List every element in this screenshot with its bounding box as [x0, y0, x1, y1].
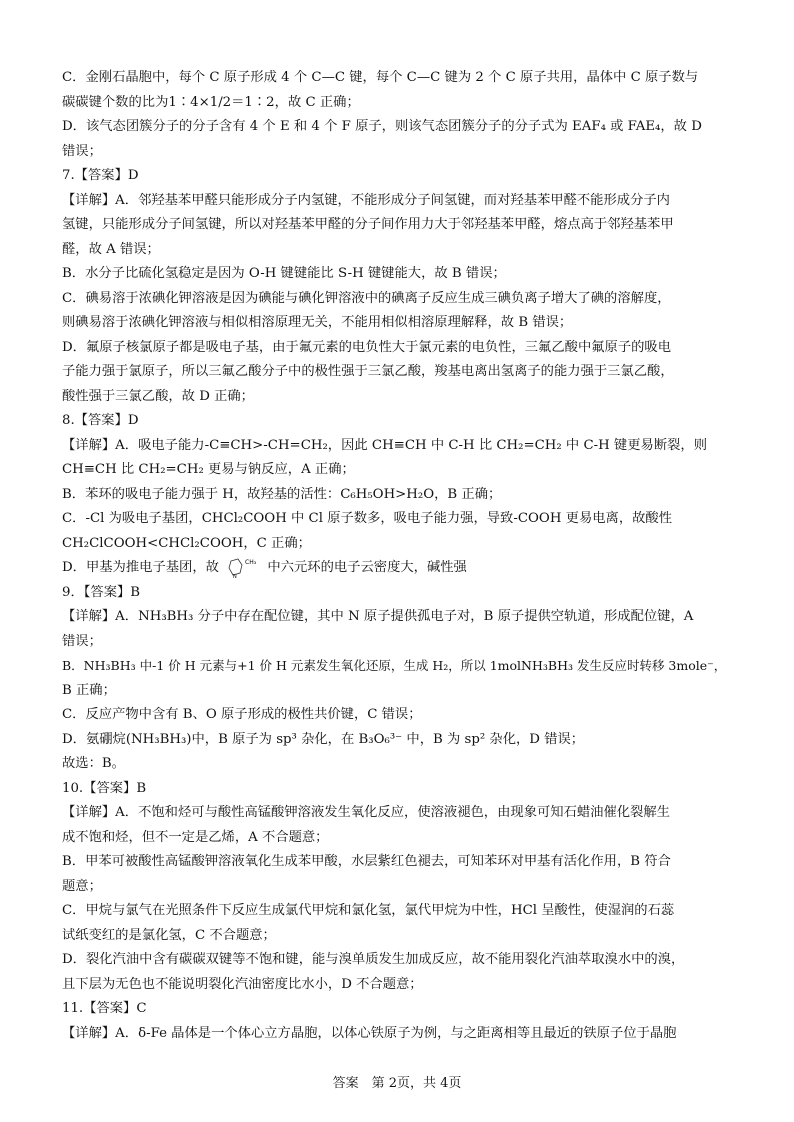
text-line: C．金刚石晶胞中，每个 C 原子形成 4 个 C—C 键，每个 C—C 键为 2 个 C 原子共用，晶体中 C 原子数与	[62, 70, 699, 85]
text-fragment: D．甲基为推电子基团，故	[62, 560, 219, 575]
text-line: 【详解】A．邻羟基苯甲醛只能形成分子内氢键，不能形成分子间氢键，而对羟基苯甲醛不能形成分子内	[62, 192, 670, 208]
text-line: B．NH₃BH₃ 中-1 价 H 元素与+1 价 H 元素发生氧化还原，生成 H₂，所以 1molNH₃BH₃ 发生反应时转移 3mole⁻，	[62, 658, 727, 673]
text-line: 试纸变红的是氯化氢，C 不合题意；	[62, 927, 276, 943]
text-line: 故选：B。	[62, 756, 125, 771]
text-line: C．甲烷与氯气在光照条件下反应生成氯代甲烷和氯化氢，氯代甲烷为中性，HCl 呈酸性，使湿润的石蕊	[62, 903, 675, 918]
answer-page	[62, 66, 732, 1046]
text-line: 错误；	[62, 143, 102, 159]
text-line: 错误；	[62, 633, 102, 649]
text-line: 【详解】A．不饱和烃可与酸性高锰酸钾溶液发生氧化反应，使溶液褪色，由现象可知石蜡油催化裂解生	[62, 805, 670, 820]
methylpyridine-structure-icon	[223, 558, 263, 578]
text-line: 【详解】A．NH₃BH₃ 分子中存在配位键，其中 N 原子提供孤电子对，B 原子提供空轨道，形成配位键，A	[62, 609, 694, 624]
text-line: 【详解】A．吸电子能力-C≡CH>-CH=CH₂，因此 CH≡CH 中 C-H 比 CH₂=CH₂ 中 C-H 键更易断裂，则	[62, 437, 708, 453]
text-line: B．水分子比硫化氢稳定是因为 O-H 键键能比 S-H 键键能大，故 B 错误；	[62, 266, 506, 281]
text-line: B 正确；	[62, 682, 116, 698]
text-line: 成不饱和烃，但不一定是乙烯，A 不合题意；	[62, 829, 329, 845]
text-line: D．裂化汽油中含有碳碳双键等不饱和键，能与溴单质发生加成反应，故不能用裂化汽油萃取溴水中的溴，	[62, 952, 685, 967]
answer-heading: 11.【答案】C	[62, 1001, 147, 1016]
text-line: 且下层为无色也不能说明裂化汽油密度比水小，D 不合题意；	[62, 976, 423, 992]
text-line: B．甲苯可被酸性高锰酸钾溶液氧化生成苯甲酸，水层紫红色褪去，可知苯环对甲基有活化作用，B 符合	[62, 854, 671, 869]
text-line: C．碘易溶于浓碘化钾溶液是因为碘能与碘化钾溶液中的碘离子反应生成三碘负离子增大了碘的溶解度，	[62, 290, 671, 306]
text-line: 碳碳键个数的比为1∶4×1/2＝1∶2，故 C 正确；	[62, 94, 360, 110]
text-line: 酸性强于三氯乙酸，故 D 正确；	[62, 388, 254, 404]
text-line-with-structure	[62, 556, 732, 581]
text-line: 醛，故 A 错误；	[62, 241, 160, 257]
answer-heading: 10.【答案】B	[62, 780, 147, 796]
text-line: C．反应产物中含有 B、O 原子形成的极性共价键，C 错误；	[62, 707, 422, 722]
text-line: 【详解】A．δ-Fe 晶体是一个体心立方晶胞，以体心铁原子为例，与之距离相等且最近的铁原子位于晶胞	[62, 1025, 677, 1041]
text-line: D．氟原子核氯原子都是吸电子基，由于氟元素的电负性大于氯元素的电负性，三氟乙酸中氟原子的吸电	[62, 339, 672, 355]
text-line: 子能力强于氯原子，所以三氟乙酸分子中的极性强于三氯乙酸，羧基电离出氢离子的能力强于三氯乙酸，	[62, 364, 674, 379]
page-footer: 答案 第 2页，共 4页	[332, 1076, 462, 1091]
text-fragment: 中六元环的电子云密度大，碱性强	[267, 560, 467, 575]
text-line: C．-Cl 为吸电子基团，CHCl₂COOH 中 Cl 原子数多，吸电子能力强，导致-COOH 更易电离，故酸性	[62, 511, 673, 526]
text-line: 氢键，只能形成分子间氢键，所以对羟基苯甲醛的分子间作用力大于邻羟基苯甲醛，熔点高于邻羟基苯甲	[62, 217, 674, 232]
answer-heading: 7.【答案】D	[62, 168, 139, 183]
text-line: 则碘易溶于浓碘化钾溶液与相似相溶原理无关，不能用相似相溶原理解释，故 B 错误；	[62, 315, 573, 330]
text-line: CH₂ClCOOH<CHCl₂COOH，C 正确；	[62, 535, 311, 551]
text-line: CH≡CH 比 CH₂=CH₂ 更易与钠反应，A 正确；	[62, 462, 355, 477]
mol-label: CH₃	[245, 558, 257, 566]
mol-atom: N	[233, 573, 237, 578]
answer-heading: 8.【答案】D	[62, 413, 139, 428]
text-line: B．苯环的吸电子能力强于 H，故羟基的活性：C₆H₅OH>H₂O，B 正确；	[62, 486, 502, 502]
text-line: 题意；	[62, 878, 102, 894]
text-line: D．氨硼烷(NH₃BH₃)中，B 原子为 sp³ 杂化，在 B₃O₆³⁻ 中，B 为 sp² 杂化，D 错误；	[62, 731, 585, 747]
text-line: D．该气态团簇分子的分子含有 4 个 E 和 4 个 F 原子，则该气态团簇分子的分子式为 EAF₄ 或 FAE₄，故 D	[62, 119, 702, 134]
answer-heading: 9．【答案】B	[62, 584, 141, 600]
